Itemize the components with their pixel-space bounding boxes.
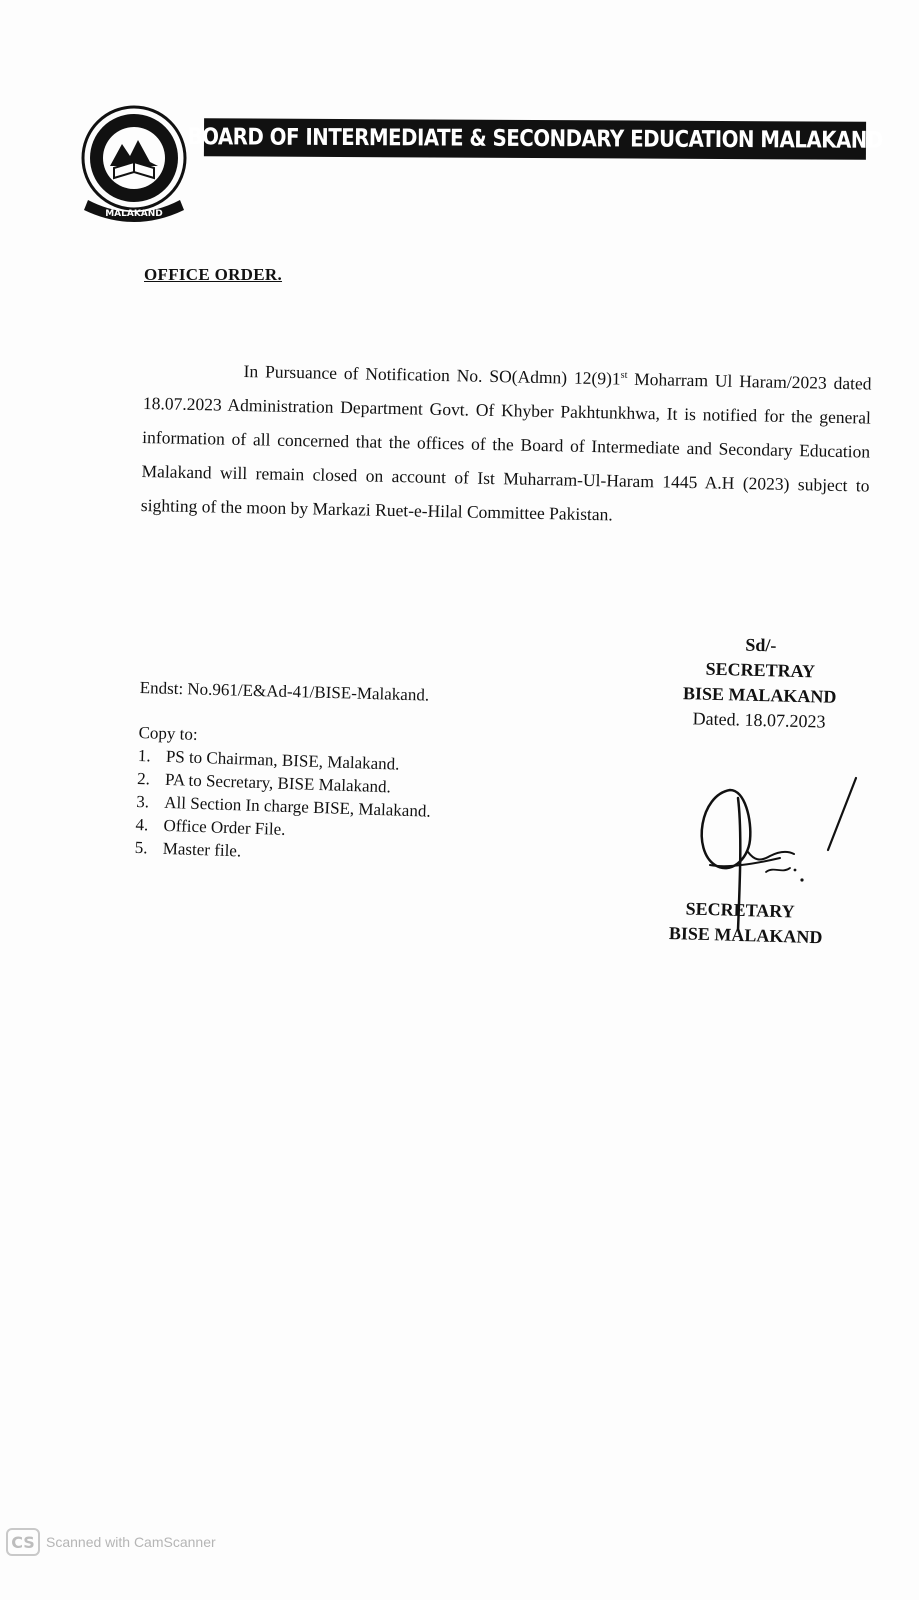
list-item-number: 4. [135,814,149,835]
signature-block-top [639,630,881,736]
list-item-text: Office Order File. [163,815,286,839]
paragraph-part-1: In Pursuance of Notification No. SO(Admn) 12(9)1 [243,361,621,389]
endorsement-number: Endst: No.961/E&Ad-41/BISE-Malakand. [139,678,430,705]
paragraph-part-2: Moharram Ul Haram/2023 dated 18.07.2023 Administration Department Govt. Of Khyber Pakhtunkhwa, It is notified for the general information of all concerned that the offices of the Board of Intermediate and Secondary Education Malakand will remain closed on account of Ist Muharram-Ul-Haram 1445 A.H (2023) subject to sighting of the moon by Markazi Ruet-e-Hilal Committee Pakistan. [140,368,872,525]
banner-title: BOARD OF INTERMEDIATE & SECONDARY EDUCATION MALAKAND [187,124,883,154]
office-name: BISE MALAKAND [682,683,837,707]
list-item-number: 3. [136,791,150,812]
list-item-text: All Section In charge BISE, Malakand. [164,792,431,821]
dated-line: Dated. 18.07.2023 [692,708,826,732]
office-signature-name: BISE MALAKAND [668,922,823,948]
list-item-number: 5. [134,837,148,858]
copy-to-section [134,722,498,871]
copy-to-title: Copy to: [138,722,198,744]
board-seal-logo [80,104,190,222]
scanner-text: Scanned with CamScanner [46,1534,216,1550]
title-banner [187,118,883,159]
camscanner-watermark [6,1528,216,1556]
copy-to-list [134,744,498,871]
list-item-number: 2. [136,768,151,789]
list-item-number: 1. [137,745,151,766]
list-item-text: PS to Chairman, BISE, Malakand. [165,746,400,774]
office-order-heading: OFFICE ORDER. [144,265,283,284]
list-item-text: PA to Secretary, BISE Malakand. [164,769,392,797]
secretary-signature-title: SECRETARY [685,898,795,922]
paragraph-superscript: st [620,369,628,381]
notification-paragraph [141,352,872,537]
sd-mark: Sd/- [745,634,777,656]
camscanner-logo-icon: CS [6,1528,40,1556]
seal-ribbon-text: MALAKAND [105,209,163,219]
secretary-title: SECRETRAY [705,658,816,682]
list-item-text: Master file. [162,838,242,861]
signature-block-bottom [669,896,870,952]
